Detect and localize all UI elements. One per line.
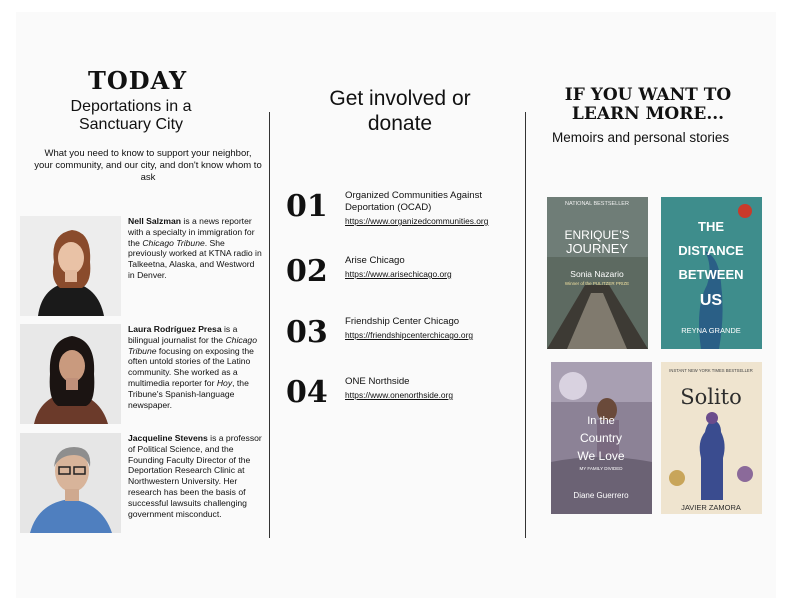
org-name: Organized Communities Against Deportation (OCAD) https://www.organizedcommunities.org <box>345 190 517 227</box>
book-title: We Love <box>577 449 625 463</box>
book-title: BETWEEN <box>678 267 744 282</box>
book-author: REYNA GRANDE <box>681 326 741 335</box>
speaker-bio-salzman: Nell Salzman is a news reporter with a specialty in immigration for the Chicago Tribune. She previously worked at KTNA radio in Talkeetna, Alaska, and Westword in Denver. <box>128 216 262 280</box>
book-title: ENRIQUE'S <box>564 228 630 242</box>
org-item-arise <box>286 255 516 305</box>
today-heading: TODAY <box>88 66 188 95</box>
book-title: Country <box>579 431 623 445</box>
book-cover-distance-between-us <box>661 197 762 349</box>
book-cover-enriques-journey <box>547 197 648 349</box>
org-link-ocad[interactable]: https://www.organizedcommunities.org <box>345 216 489 226</box>
org-number: 04 <box>286 375 328 410</box>
event-description: What you need to know to support your neighbor, your community, and our city, and don't know whom to ask <box>34 148 262 183</box>
book-author: Diane Guerrero <box>573 491 629 500</box>
book-cover-solito <box>661 362 762 514</box>
book-author: JAVIER ZAMORA <box>681 503 741 512</box>
org-number: 03 <box>286 315 328 350</box>
org-name: Friendship Center Chicago https://friendshipcenterchicago.org <box>345 316 517 341</box>
book-note: Winner of the PULITZER PRIZE <box>564 281 630 286</box>
column-divider-right <box>525 112 526 538</box>
speaker-photo-salzman <box>20 216 121 316</box>
book-badge: NATIONAL BESTSELLER <box>565 201 629 207</box>
org-link-arise[interactable]: https://www.arisechicago.org <box>345 269 452 279</box>
book-author: Sonia Nazario <box>570 269 624 279</box>
org-item-friendship <box>286 316 516 366</box>
speaker-card-presa <box>20 324 260 424</box>
org-link-friendship[interactable]: https://friendshipcenterchicago.org <box>345 330 474 340</box>
org-link-one-northside[interactable]: https://www.onenorthside.org <box>345 390 454 400</box>
org-name: ONE Northside https://www.onenorthside.org <box>345 376 517 401</box>
event-title: Deportations in a Sanctuary City <box>70 98 192 133</box>
book-cover-in-the-country-we-love <box>551 362 652 514</box>
book-subtitle: MY FAMILY DIVIDED <box>579 466 623 471</box>
speaker-photo-presa <box>20 324 121 424</box>
memoirs-subtitle: Memoirs and personal stories <box>552 130 730 145</box>
book-title: JOURNEY <box>565 241 629 256</box>
column-divider-left <box>269 112 270 538</box>
org-item-ocad <box>286 190 516 240</box>
speaker-card-salzman <box>20 216 260 316</box>
speaker-bio-presa: Laura Rodríguez Presa is a bilingual journalist for the Chicago Tribune focusing on exposing the often untold stories of the Latino community. She worked as a multimedia reporter for Hoy, the Tribune's Spanish-language newspaper. <box>128 324 257 410</box>
learn-more-heading: IF YOU WANT TO LEARN MORE... <box>564 85 732 124</box>
speaker-bio-stevens: Jacqueline Stevens is a professor of Political Science, and the Founding Faculty Director of the Deportation Research Clinic at Northwestern University. Her research has been the basis of successful lawsuits challenging government misconduct. <box>128 433 262 519</box>
org-number: 01 <box>286 189 328 224</box>
book-title: DISTANCE <box>678 243 744 258</box>
book-title: US <box>699 292 723 309</box>
book-badge: INSTANT NEW YORK TIMES BESTSELLER <box>669 368 753 373</box>
org-name: Arise Chicago https://www.arisechicago.org <box>345 255 517 280</box>
book-title: THE <box>698 219 724 234</box>
book-title: Solito <box>680 385 742 409</box>
org-item-one-northside <box>286 376 516 426</box>
org-number: 02 <box>286 254 328 289</box>
book-title: In the <box>587 415 615 427</box>
speaker-photo-stevens <box>20 433 121 533</box>
speaker-card-stevens <box>20 433 260 533</box>
get-involved-heading: Get involved or donate <box>329 87 471 135</box>
